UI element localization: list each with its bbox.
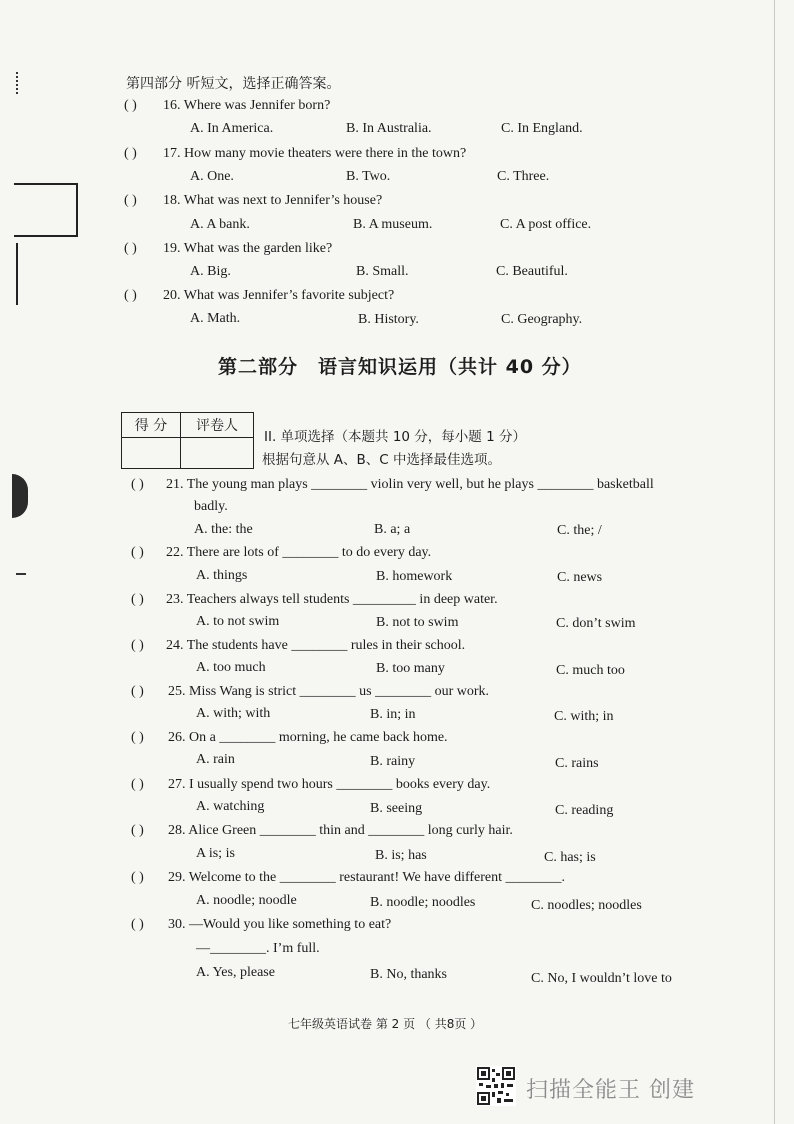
option-c: C. reading <box>555 803 614 818</box>
question-25: 25. Miss Wang is strict ________ us ________ our work. <box>168 684 490 699</box>
option-a: A. watching <box>196 799 265 814</box>
option-c: C. has; is <box>544 850 596 865</box>
question-23: 23. Teachers always tell students _________ in deep water. <box>166 592 498 607</box>
option-a: A. Yes, please <box>196 965 275 980</box>
question-22: 22. There are lots of ________ to do every day. <box>166 545 432 560</box>
answer-paren: ( ) <box>124 241 137 256</box>
answer-paren: ( ) <box>124 98 137 113</box>
answer-paren: ( ) <box>131 592 144 607</box>
option-a: A. Big. <box>190 264 231 279</box>
option-c: C. news <box>557 570 603 585</box>
option-c: C. A post office. <box>500 217 592 232</box>
option-a: A. In America. <box>190 121 274 136</box>
question-16: 16. Where was Jennifer born? <box>163 98 331 113</box>
answer-paren: ( ) <box>131 917 144 932</box>
answer-paren: ( ) <box>131 545 144 560</box>
question-30-reply: —________. I’m full. <box>196 941 320 956</box>
answer-paren: ( ) <box>131 777 144 792</box>
option-b: B. seeing <box>370 801 423 816</box>
option-c: C. noodles; noodles <box>531 898 642 913</box>
score-table <box>121 412 254 469</box>
option-b: B. noodle; noodles <box>370 895 476 910</box>
option-c: C. Geography. <box>501 312 583 327</box>
option-a: A. with; with <box>196 706 271 721</box>
option-a: A. the: the <box>194 522 253 537</box>
option-c: C. Beautiful. <box>496 264 568 279</box>
grader-label: 评卷人 <box>181 413 254 438</box>
score-label: 得 分 <box>122 413 181 438</box>
question-29: 29. Welcome to the ________ restaurant! We have different ________. <box>168 870 566 885</box>
answer-paren: ( ) <box>131 638 144 653</box>
option-a: A is; is <box>196 846 235 861</box>
scanner-watermark: 扫描全能王 创建 <box>526 1078 695 1103</box>
qr-code-icon <box>476 1066 516 1106</box>
question-30: 30. —Would you like something to eat? <box>168 917 392 932</box>
option-c: C. In England. <box>501 121 583 136</box>
answer-paren: ( ) <box>124 288 137 303</box>
right-edge-line <box>774 0 775 1124</box>
question-27: 27. I usually spend two hours ________ books every day. <box>168 777 491 792</box>
binding-dash <box>16 573 26 575</box>
binding-box <box>14 183 78 237</box>
option-a: A. One. <box>190 169 234 184</box>
score-cell[interactable] <box>122 438 181 469</box>
option-b: B. is; has <box>375 848 427 863</box>
option-c: C. don’t swim <box>556 616 636 631</box>
option-b: B. too many <box>376 661 445 676</box>
section2-instruction: 根据句意从 A、B、C 中选择最佳选项。 <box>262 452 502 468</box>
option-b: B. In Australia. <box>346 121 432 136</box>
option-b: B. rainy <box>370 754 416 769</box>
option-c: C. rains <box>555 756 599 771</box>
part2-title: 第二部分 语言知识运用（共计 40 分） <box>218 356 582 378</box>
question-26: 26. On a ________ morning, he came back home. <box>168 730 448 745</box>
option-b: B. History. <box>358 312 419 327</box>
answer-paren: ( ) <box>131 730 144 745</box>
option-a: A. A bank. <box>190 217 250 232</box>
question-19: 19. What was the garden like? <box>163 241 333 256</box>
part4-heading: 第四部分 听短文，选择正确答案。 <box>126 76 341 92</box>
option-b: B. homework <box>376 569 453 584</box>
option-b: B. not to swim <box>376 615 459 630</box>
binding-hole <box>12 474 28 518</box>
answer-paren: ( ) <box>124 193 137 208</box>
question-18: 18. What was next to Jennifer’s house? <box>163 193 383 208</box>
binding-mark-top <box>16 72 21 94</box>
option-b: B. Two. <box>346 169 391 184</box>
question-21: 21. The young man plays ________ violin very well, but he plays ________ basketball <box>166 477 654 492</box>
option-a: A. Math. <box>190 311 241 326</box>
question-24: 24. The students have ________ rules in their school. <box>166 638 466 653</box>
option-b: B. a; a <box>374 522 411 537</box>
answer-paren: ( ) <box>131 684 144 699</box>
question-28: 28. Alice Green ________ thin and ________ long curly hair. <box>168 823 513 838</box>
option-b: B. No, thanks <box>370 967 447 982</box>
option-c: C. with; in <box>554 709 614 724</box>
option-a: A. rain <box>196 752 235 767</box>
option-b: B. in; in <box>370 707 416 722</box>
option-c: C. the; / <box>557 523 602 538</box>
question-20: 20. What was Jennifer’s favorite subject? <box>163 288 395 303</box>
option-c: C. Three. <box>497 169 550 184</box>
option-c: C. much too <box>556 663 625 678</box>
answer-paren: ( ) <box>131 823 144 838</box>
answer-paren: ( ) <box>124 146 137 161</box>
question-21-continuation: badly. <box>194 499 228 514</box>
option-a: A. noodle; noodle <box>196 893 297 908</box>
question-17: 17. How many movie theaters were there in the town? <box>163 146 467 161</box>
answer-paren: ( ) <box>131 477 144 492</box>
option-b: B. Small. <box>356 264 409 279</box>
option-c: C. No, I wouldn’t love to <box>531 971 672 986</box>
option-a: A. things <box>196 568 248 583</box>
option-a: A. to not swim <box>196 614 280 629</box>
answer-paren: ( ) <box>131 870 144 885</box>
grader-cell[interactable] <box>181 438 254 469</box>
option-b: B. A museum. <box>353 217 433 232</box>
page-footer: 七年级英语试卷 第 2 页 （ 共8页 ） <box>288 1017 483 1031</box>
section2-heading: II. 单项选择（本题共 10 分，每小题 1 分） <box>264 429 526 445</box>
binding-line <box>16 243 18 305</box>
option-a: A. too much <box>196 660 266 675</box>
